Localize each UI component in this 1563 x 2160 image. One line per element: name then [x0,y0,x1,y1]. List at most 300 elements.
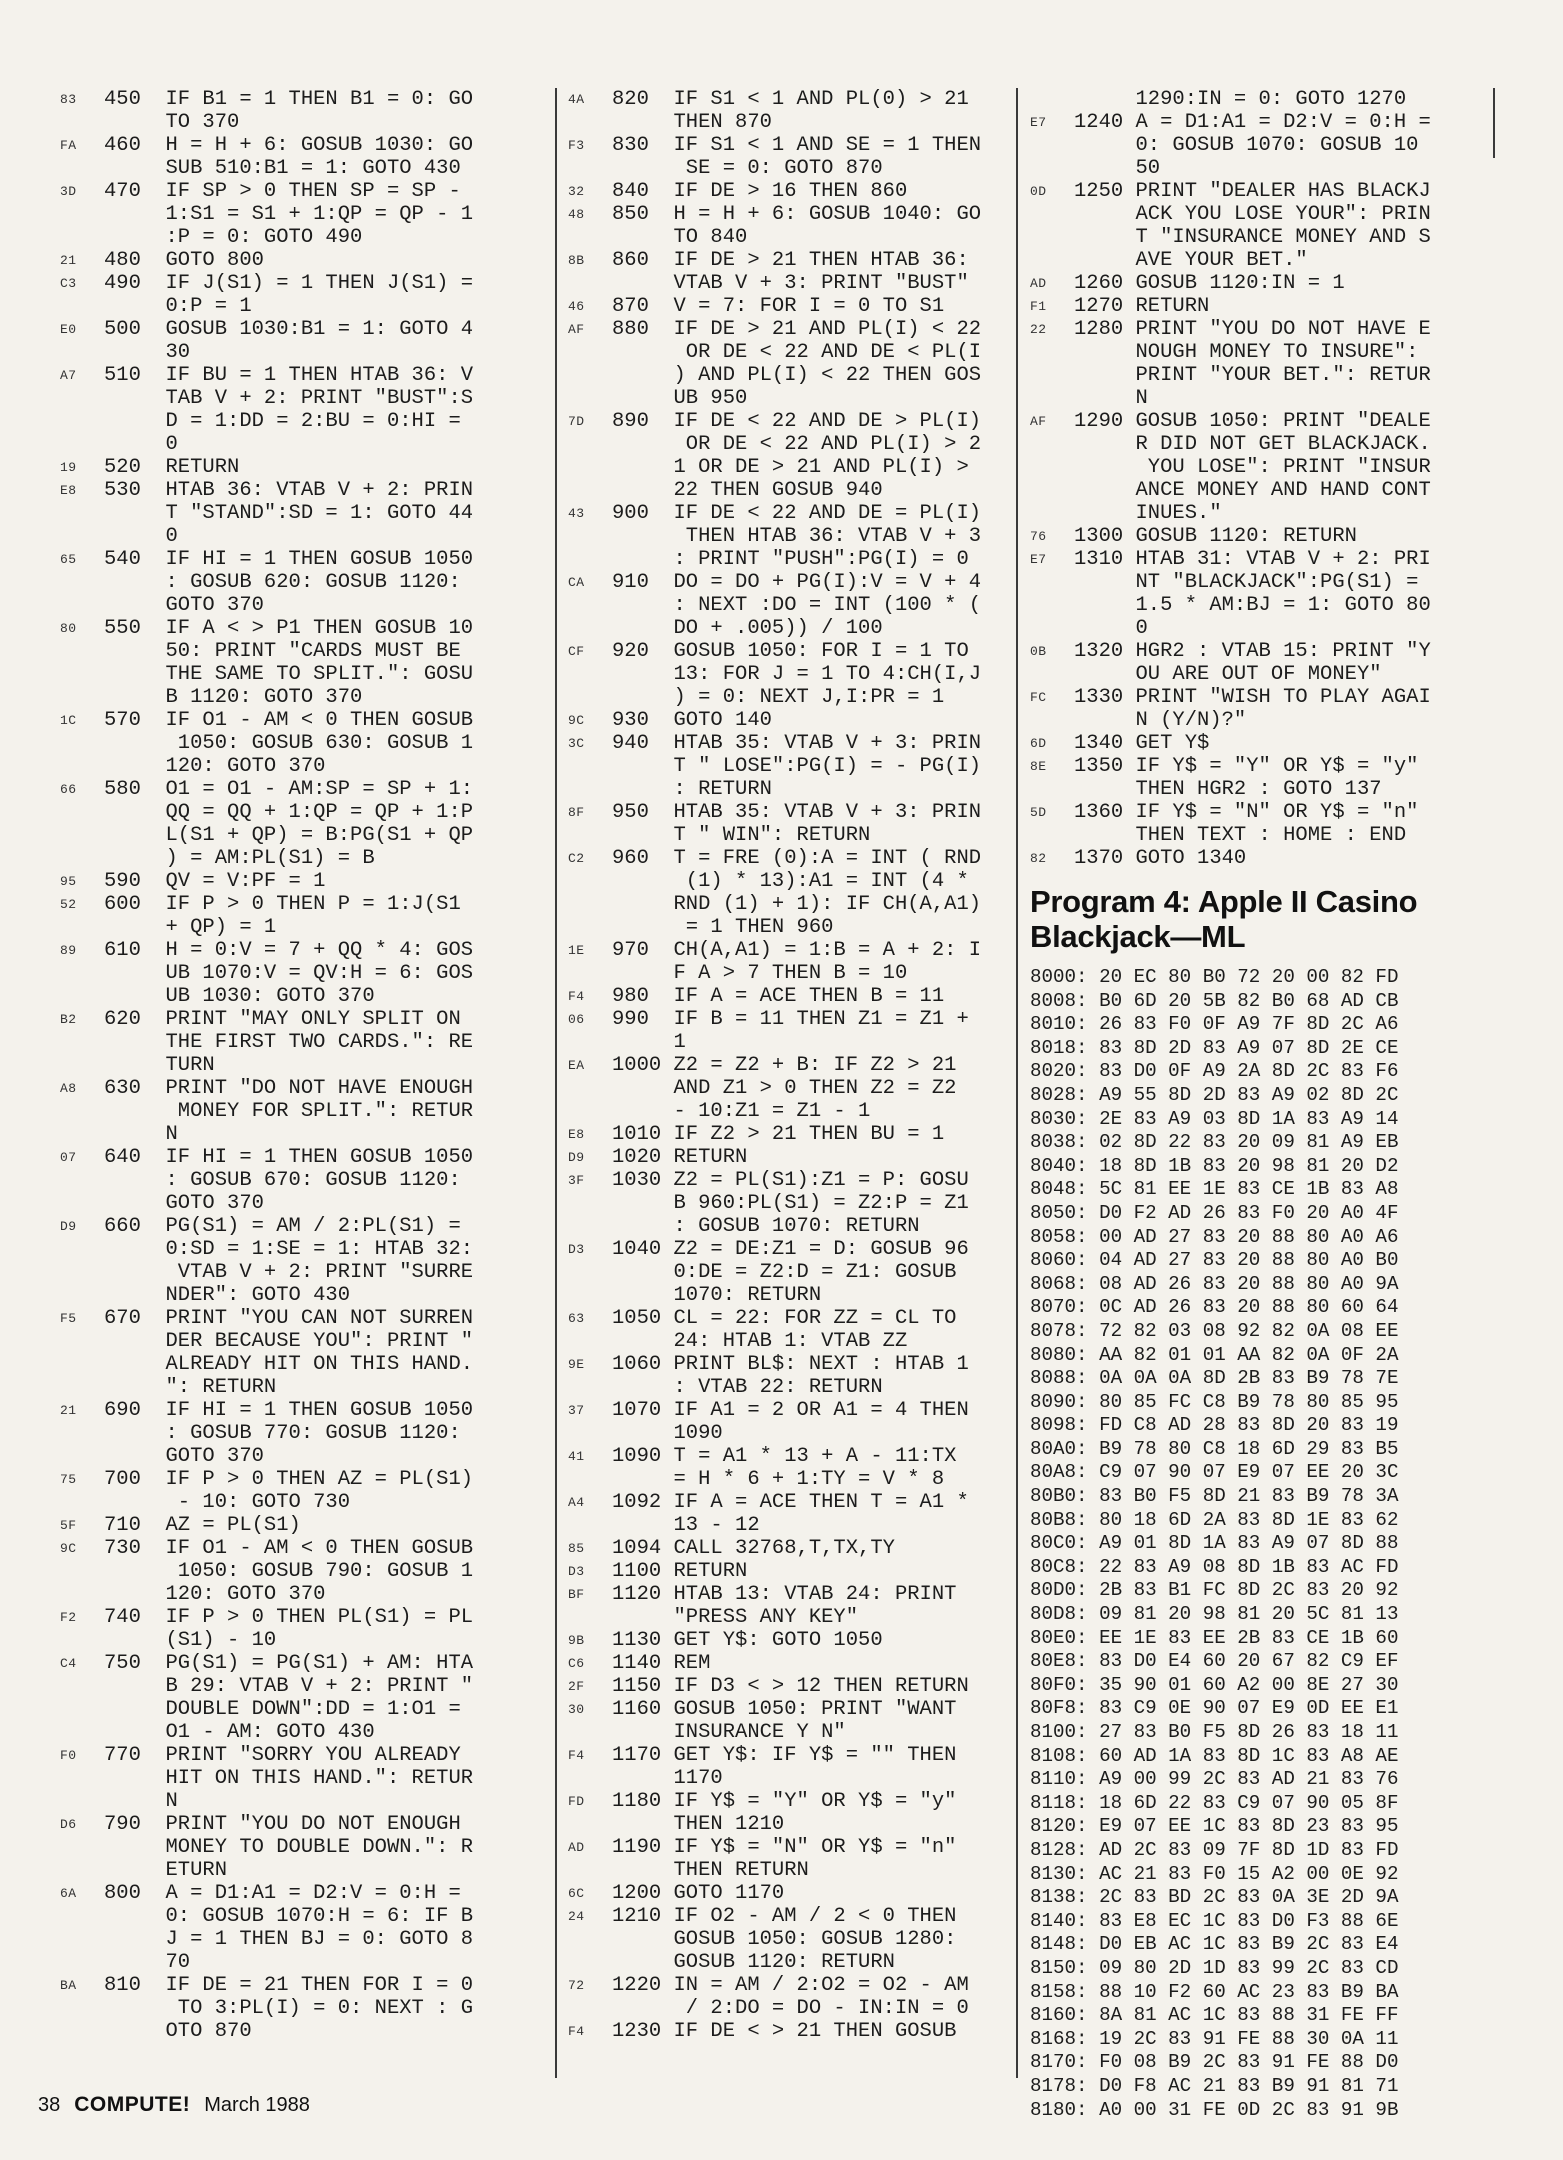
code-line [60,1422,550,1445]
code-line [1030,433,1490,456]
code-line [60,295,550,318]
checksum [568,1468,612,1491]
code-line [568,1445,1008,1468]
checksum: 30 [568,1702,585,1717]
checksum [60,1422,104,1445]
checksum: 21 [60,1403,77,1418]
code-line [60,1767,550,1790]
hex-line: 8180: A0 00 31 FE 0D 2C 83 91 9B [1030,2098,1399,2121]
code-text: OU ARE OUT OF MONEY" [1074,663,1382,686]
code-text: 1350 IF Y$ = "Y" OR Y$ = "y" [1074,755,1419,778]
checksum [1030,387,1074,410]
code-line [568,1376,1008,1399]
checksum: 0D [1030,184,1047,199]
code-line [568,1261,1008,1284]
code-line [568,617,1008,640]
code-line [568,1146,1008,1169]
code-text: T " WIN": RETURN [612,824,871,847]
code-text: VTAB V + 2: PRINT "SURRE [104,1261,474,1284]
hex-line: 8018: 83 8D 2D 83 A9 07 8D 2E CE [1030,1036,1399,1059]
checksum: 3C [568,736,585,751]
code-line [60,594,550,617]
code-text: ": RETURN [104,1376,277,1399]
checksum: AF [1030,414,1047,429]
code-line [568,295,1008,318]
code-text: 890 IF DE < 22 AND DE > PL(I) [612,410,982,433]
hex-line: 80C8: 22 83 A9 08 8D 1B 83 AC FD [1030,1555,1399,1578]
code-text: N [104,1790,178,1813]
checksum: AF [568,322,585,337]
checksum: 65 [60,552,77,567]
code-line [60,1399,550,1422]
code-text: HIT ON THIS HAND.": RETUR [104,1767,474,1790]
code-text: 1010 IF Z2 > 21 THEN BU = 1 [612,1123,945,1146]
code-line [568,1721,1008,1744]
code-line [1030,847,1490,870]
checksum [1030,249,1074,272]
code-text: 900 IF DE < 22 AND DE = PL(I) [612,502,982,525]
checksum: 21 [60,253,77,268]
code-line [60,1583,550,1606]
code-line [60,1675,550,1698]
code-text: 1.5 * AM:BJ = 1: GOTO 80 [1074,594,1431,617]
checksum: A8 [60,1081,77,1096]
code-text: (S1) - 10 [104,1629,277,1652]
code-line [568,1997,1008,2020]
hex-line: 8158: 88 10 F2 60 AC 23 83 B9 BA [1030,1980,1399,2003]
code-line [568,916,1008,939]
code-line [568,1905,1008,1928]
code-text: "PRESS ANY KEY" [612,1606,859,1629]
hex-line: 8070: 0C AD 26 83 20 88 80 60 64 [1030,1296,1399,1319]
code-text: 0: GOSUB 1070: GOSUB 10 [1074,134,1419,157]
code-text: L(S1 + QP) = B:PG(S1 + QP [104,824,474,847]
code-text: TO 370 [104,111,240,134]
checksum [1030,157,1074,180]
code-text: 470 IF SP > 0 THEN SP = SP - [104,180,461,203]
code-line [568,847,1008,870]
checksum: C2 [568,851,585,866]
listing-column-2 [568,88,1008,2043]
checksum [60,433,104,456]
checksum [568,870,612,893]
code-line [568,1744,1008,1767]
code-line [1030,456,1490,479]
code-line [1030,341,1490,364]
hex-line: 80D8: 09 81 20 98 81 20 5C 81 13 [1030,1603,1399,1626]
code-text: 30 [104,341,191,364]
hex-line: 8028: A9 55 8D 2D 83 A9 02 8D 2C [1030,1083,1399,1106]
code-text: YOU LOSE": PRINT "INSUR [1074,456,1431,479]
checksum [60,1951,104,1974]
checksum: D3 [568,1242,585,1257]
checksum [60,1054,104,1077]
checksum: 07 [60,1150,77,1165]
code-line [568,1215,1008,1238]
checksum [568,111,612,134]
code-line [60,226,550,249]
code-text: MONEY TO DOUBLE DOWN.": R [104,1836,474,1859]
code-text: 980 IF A = ACE THEN B = 11 [612,985,945,1008]
code-line [60,571,550,594]
code-text: UB 1070:V = QV:H = 6: GOS [104,962,474,985]
code-line [568,1514,1008,1537]
code-line [1030,295,1490,318]
hex-line: 8110: A9 00 99 2C 83 AD 21 83 76 [1030,1768,1399,1791]
hex-line: 8010: 26 83 F0 0F A9 7F 8D 2C A6 [1030,1013,1399,1036]
code-line [60,1698,550,1721]
code-text: NT "BLACKJACK":PG(S1) = [1074,571,1419,594]
checksum [1030,341,1074,364]
code-line [1030,157,1490,180]
code-line [568,1284,1008,1307]
code-line [60,939,550,962]
code-line [568,1790,1008,1813]
checksum [568,962,612,985]
code-line [568,180,1008,203]
code-line [1030,272,1490,295]
checksum: 2F [568,1679,585,1694]
checksum [568,1077,612,1100]
code-text: 840 IF DE > 16 THEN 860 [612,180,908,203]
code-line [568,433,1008,456]
code-line [60,341,550,364]
code-line [60,456,550,479]
checksum [568,272,612,295]
code-line [60,755,550,778]
code-line [60,1353,550,1376]
code-line [60,1629,550,1652]
checksum [568,1928,612,1951]
checksum: E8 [568,1127,585,1142]
code-text: 1290 GOSUB 1050: PRINT "DEALE [1074,410,1431,433]
checksum [60,1721,104,1744]
checksum [568,341,612,364]
code-text: 1230 IF DE < > 21 THEN GOSUB [612,2020,957,2043]
checksum: F5 [60,1311,77,1326]
code-text: 460 H = H + 6: GOSUB 1030: GO [104,134,474,157]
code-text: 800 A = D1:A1 = D2:V = 0:H = [104,1882,461,1905]
code-text: 510 IF BU = 1 THEN HTAB 36: V [104,364,474,387]
code-text: 790 PRINT "YOU DO NOT ENOUGH [104,1813,461,1836]
code-line [1030,732,1490,755]
code-text: 1100 RETURN [612,1560,748,1583]
checksum: E0 [60,322,77,337]
checksum [60,226,104,249]
checksum [568,686,612,709]
code-text: : GOSUB 1070: RETURN [612,1215,920,1238]
program-4-heading: Program 4: Apple II Casino Blackjack—ML [1030,884,1418,954]
code-line [60,1238,550,1261]
checksum [60,594,104,617]
code-line [60,1744,550,1767]
code-line [60,663,550,686]
code-text: 830 IF S1 < 1 AND SE = 1 THEN [612,134,982,157]
checksum [568,433,612,456]
hex-line: 80A0: B9 78 80 C8 18 6D 29 83 B5 [1030,1437,1399,1460]
code-text: 670 PRINT "YOU CAN NOT SURREN [104,1307,474,1330]
code-text: 870 V = 7: FOR I = 0 TO S1 [612,295,945,318]
checksum: 6A [60,1886,77,1901]
checksum: CA [568,575,585,590]
code-line [568,755,1008,778]
code-text: 22 THEN GOSUB 940 [612,479,883,502]
code-text: NDER": GOTO 430 [104,1284,351,1307]
code-line [60,272,550,295]
code-line [568,1859,1008,1882]
checksum [60,847,104,870]
code-line [568,1468,1008,1491]
code-line [568,1169,1008,1192]
checksum: A7 [60,368,77,383]
code-line [568,1100,1008,1123]
code-text: 480 GOTO 800 [104,249,264,272]
code-line [60,1606,550,1629]
code-text: : PRINT "PUSH":PG(I) = 0 [612,548,969,571]
code-text: 910 DO = DO + PG(I):V = V + 4 [612,571,982,594]
checksum [568,456,612,479]
checksum [1030,594,1074,617]
code-line [60,387,550,410]
code-line [568,456,1008,479]
code-text: 1160 GOSUB 1050: PRINT "WANT [612,1698,957,1721]
code-text: GOTO 370 [104,594,264,617]
hex-line: 80B8: 80 18 6D 2A 83 8D 1E 83 62 [1030,1508,1399,1531]
hex-line: 8078: 72 82 03 08 92 82 0A 08 EE [1030,1319,1399,1342]
code-line [568,1330,1008,1353]
checksum: D9 [568,1150,585,1165]
checksum: 3D [60,184,77,199]
code-text: QQ = QQ + 1:QP = QP + 1:P [104,801,474,824]
checksum: F0 [60,1748,77,1763]
code-line [568,341,1008,364]
code-text: 640 IF HI = 1 THEN GOSUB 1050 [104,1146,474,1169]
checksum: F3 [568,138,585,153]
checksum: F1 [1030,299,1047,314]
code-line [60,2020,550,2043]
code-line [568,663,1008,686]
code-line [60,1859,550,1882]
code-text: ANCE MONEY AND HAND CONT [1074,479,1431,502]
checksum: FD [568,1794,585,1809]
hex-line: 80D0: 2B 83 B1 FC 8D 2C 83 20 92 [1030,1579,1399,1602]
checksum [568,1100,612,1123]
code-line [568,2020,1008,2043]
code-text: J = 1 THEN BJ = 0: GOTO 8 [104,1928,474,1951]
checksum: 76 [1030,529,1047,544]
code-line [1030,778,1490,801]
hex-line: 8140: 83 E8 EC 1C 83 D0 F3 88 6E [1030,1909,1399,1932]
checksum: 6D [1030,736,1047,751]
code-text: 1020 RETURN [612,1146,748,1169]
code-text: ) = AM:PL(S1) = B [104,847,375,870]
code-line [60,824,550,847]
checksum [60,1629,104,1652]
checksum [60,824,104,847]
code-line [568,732,1008,755]
code-text: 0: GOSUB 1070:H = 6: IF B [104,1905,474,1928]
code-text: 930 GOTO 140 [612,709,772,732]
code-line [568,157,1008,180]
checksum [1030,617,1074,640]
checksum [60,640,104,663]
code-text: THE FIRST TWO CARDS.": RE [104,1031,474,1054]
hex-dump [1030,966,1490,2122]
checksum [568,157,612,180]
code-text: 50 [1074,157,1161,180]
code-text: 1:S1 = S1 + 1:QP = QP - 1 [104,203,474,226]
code-text: 1090 [612,1422,723,1445]
code-text: GOTO 370 [104,1192,264,1215]
code-text: T " LOSE":PG(I) = - PG(I) [612,755,982,778]
code-text: 50: PRINT "CARDS MUST BE [104,640,461,663]
hex-line: 8060: 04 AD 27 83 20 88 80 A0 B0 [1030,1249,1399,1272]
code-text: 1050: GOSUB 630: GOSUB 1 [104,732,474,755]
checksum [1030,456,1074,479]
code-line [60,1284,550,1307]
code-line [60,433,550,456]
code-line [60,1261,550,1284]
checksum: 1C [60,713,77,728]
checksum: FC [1030,690,1047,705]
code-text: 500 GOSUB 1030:B1 = 1: GOTO 4 [104,318,474,341]
checksum [60,387,104,410]
checksum [60,663,104,686]
checksum: 95 [60,874,77,889]
checksum [568,824,612,847]
code-line [568,1008,1008,1031]
code-text: : RETURN [612,778,772,801]
checksum: 5D [1030,805,1047,820]
code-line [1030,410,1490,433]
code-line [568,640,1008,663]
checksum [568,663,612,686]
checksum [568,548,612,571]
code-text: 570 IF O1 - AM < 0 THEN GOSUB [104,709,474,732]
code-text: 540 IF HI = 1 THEN GOSUB 1050 [104,548,474,571]
code-line [60,1928,550,1951]
code-text: 820 IF S1 < 1 AND PL(0) > 21 [612,88,969,111]
code-text: DER BECAUSE YOU": PRINT " [104,1330,474,1353]
checksum: C4 [60,1656,77,1671]
code-text: T "STAND":SD = 1: GOTO 44 [104,502,474,525]
checksum: F4 [568,989,585,1004]
code-line [1030,249,1490,272]
code-line [1030,111,1490,134]
checksum [60,525,104,548]
checksum [1030,663,1074,686]
code-text: : GOSUB 620: GOSUB 1120: [104,571,461,594]
checksum [568,1767,612,1790]
code-text: THE SAME TO SPLIT.": GOSU [104,663,474,686]
code-line [60,640,550,663]
hex-line: 8008: B0 6D 20 5B 82 B0 68 AD CB [1030,989,1399,1012]
checksum: FA [60,138,77,153]
checksum: 75 [60,1472,77,1487]
code-text: 690 IF HI = 1 THEN GOSUB 1050 [104,1399,474,1422]
code-line [60,1376,550,1399]
checksum: EA [568,1058,585,1073]
code-line [60,479,550,502]
code-text: UB 950 [612,387,748,410]
code-line [568,962,1008,985]
code-line [568,88,1008,111]
code-text: 520 RETURN [104,456,240,479]
checksum [1030,203,1074,226]
checksum [568,1813,612,1836]
code-text: 590 QV = V:PF = 1 [104,870,326,893]
checksum [60,1698,104,1721]
code-line [568,709,1008,732]
code-text: : GOSUB 770: GOSUB 1120: [104,1422,461,1445]
code-text: = 1 THEN 960 [612,916,834,939]
checksum: 9C [60,1541,77,1556]
code-line [568,1583,1008,1606]
code-line [60,1721,550,1744]
code-text: 120: GOTO 370 [104,755,326,778]
code-line [568,1675,1008,1698]
checksum: F2 [60,1610,77,1625]
code-text: AVE YOUR BET." [1074,249,1308,272]
code-text: 1090 T = A1 * 13 + A - 11:TX [612,1445,957,1468]
code-text: SE = 0: GOTO 870 [612,157,883,180]
code-text: 1094 CALL 32768,T,TX,TY [612,1537,895,1560]
checksum: 80 [60,621,77,636]
checksum [568,1192,612,1215]
checksum: F4 [568,1748,585,1763]
code-text: 0:SD = 1:SE = 1: HTAB 32: [104,1238,474,1261]
code-text: 0 [1074,617,1148,640]
hex-line: 8058: 00 AD 27 83 20 88 80 A0 A6 [1030,1225,1399,1248]
issue-date: March 1988 [204,2094,310,2116]
code-text: 120: GOTO 370 [104,1583,326,1606]
checksum [60,111,104,134]
checksum [60,1928,104,1951]
checksum [1030,709,1074,732]
hex-line: 8148: D0 EB AC 1C 83 B9 2C 83 E4 [1030,1933,1399,1956]
code-line [568,1491,1008,1514]
hex-line: 8038: 02 8D 22 83 20 09 81 A9 EB [1030,1131,1399,1154]
checksum [1030,226,1074,249]
checksum [1030,824,1074,847]
checksum [60,1767,104,1790]
code-line [568,1353,1008,1376]
code-line [60,1790,550,1813]
code-line [60,1491,550,1514]
hex-line: 8000: 20 EC 80 B0 72 20 00 82 FD [1030,966,1399,988]
code-line [568,801,1008,824]
checksum [60,502,104,525]
code-line [568,1054,1008,1077]
code-text: 1040 Z2 = DE:Z1 = D: GOSUB 96 [612,1238,969,1261]
hex-line: 8030: 2E 83 A9 03 8D 1A 83 A9 14 [1030,1107,1399,1130]
code-text: DOUBLE DOWN":DD = 1:O1 = [104,1698,461,1721]
code-line [568,1422,1008,1445]
code-line [568,502,1008,525]
code-text: 1220 IN = AM / 2:O2 = O2 - AM [612,1974,969,1997]
checksum [60,1261,104,1284]
checksum [60,1790,104,1813]
hex-line: 8108: 60 AD 1A 83 8D 1C 83 A8 AE [1030,1744,1399,1767]
code-text: : VTAB 22: RETURN [612,1376,883,1399]
hex-line: 8160: 8A 81 AC 1C 83 88 31 FE FF [1030,2004,1399,2027]
checksum [60,1560,104,1583]
code-line [568,571,1008,594]
code-text: PRINT "YOUR BET.": RETUR [1074,364,1431,387]
checksum [568,1951,612,1974]
code-text: 70 [104,1951,191,1974]
hex-line: 8170: F0 08 B9 2C 83 91 FE 88 D0 [1030,2051,1399,2074]
